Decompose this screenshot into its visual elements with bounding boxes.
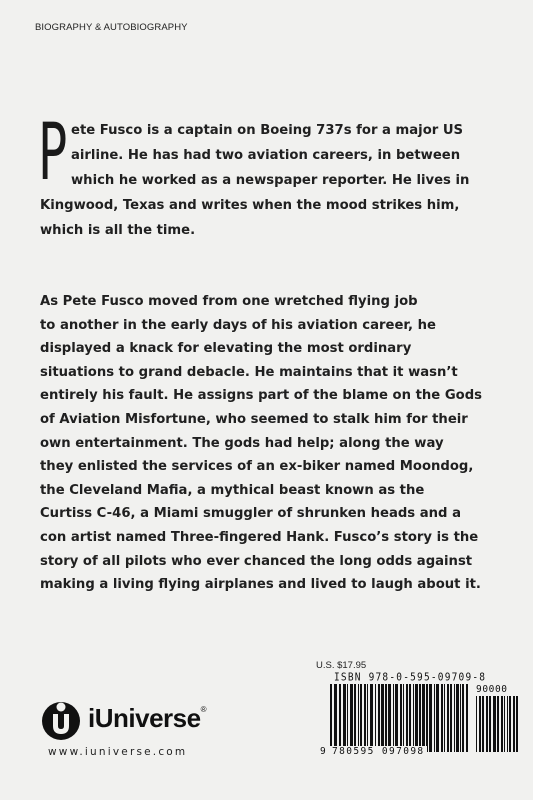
barcode-bar (347, 684, 348, 752)
blurb-line: to another in the early days of his aviation career, he (40, 317, 436, 333)
bio-line: Kingwood, Texas and writes when the mood strikes him, (40, 198, 460, 213)
barcode-bar (504, 696, 505, 752)
barcode-bar (413, 684, 414, 752)
barcode-bar (460, 684, 461, 752)
blurb-line: story of all pilots who ever chanced the long odds against (40, 553, 473, 569)
barcode-bar (330, 684, 332, 752)
blurb-line: situations to grand debacle. He maintains that it wasn’t (40, 364, 458, 380)
barcode-bar (450, 684, 452, 752)
barcode-bar (406, 684, 408, 752)
barcode-bar (476, 696, 477, 752)
barcode-bar (493, 696, 496, 752)
barcode-bar (381, 684, 384, 752)
barcode-bar (482, 696, 484, 752)
barcode-bar (370, 684, 373, 752)
barcode-bar (385, 684, 387, 752)
blurb-line: they enlisted the services of an ex-biker named Moondog, (40, 459, 474, 475)
blurb-line: displayed a knack for elevating the most ordinary (40, 341, 412, 357)
barcode-bar (489, 696, 491, 752)
barcode-bar (436, 684, 439, 752)
barcode-bar (378, 684, 380, 752)
barcode-bar (415, 684, 418, 752)
barcode-bar (434, 684, 435, 752)
barcode-bar (466, 684, 468, 752)
ean-number: 780595 097098 (332, 746, 425, 757)
barcode-bar (456, 684, 459, 752)
blurb-line: con artist named Three-fingered Hank. Fusco’s story is the (40, 529, 479, 545)
barcode-bar (343, 684, 346, 752)
barcode-bar (441, 684, 443, 752)
barcode-bar (513, 696, 515, 752)
price-label: U.S. $17.95 (316, 660, 367, 671)
barcode-bar (375, 684, 376, 752)
blurb-line: Curtiss C-46, a Miami smuggler of shrunken heads and a (40, 506, 461, 522)
barcode-bar (360, 684, 362, 752)
drop-cap: P (38, 108, 68, 198)
blurb-line: making a living flying airplanes and lived to laugh about it. (40, 577, 481, 593)
barcode-bar (358, 684, 359, 752)
barcode-bar (339, 684, 341, 752)
barcode-bar (509, 696, 511, 752)
barcode-bar (501, 696, 503, 752)
barcode-bar (388, 684, 391, 752)
barcode-bar (403, 684, 404, 752)
book-blurb (40, 290, 505, 597)
barcode-bar (395, 684, 398, 752)
barcode-bar (419, 684, 421, 752)
barcode-bar (354, 684, 356, 752)
barcode-bar (334, 684, 337, 752)
barcode-bar (444, 684, 445, 752)
barcode-bar (409, 684, 411, 752)
publisher-logo (40, 697, 240, 741)
author-bio (38, 108, 500, 243)
barcode-bar (497, 696, 499, 752)
barcode-bar (350, 684, 353, 752)
iuniverse-logo-icon (40, 699, 82, 741)
barcode-bar (400, 684, 402, 752)
barcode-bar (426, 684, 428, 752)
ean-barcode (330, 684, 468, 752)
barcode-bar (422, 684, 425, 752)
blurb-line: As Pete Fusco moved from one wretched flying job (40, 294, 418, 309)
barcode-bar (462, 684, 464, 752)
bio-line: which is all the time. (40, 223, 196, 238)
category-label: BIOGRAPHY & AUTOBIOGRAPHY (35, 22, 188, 33)
barcode-block (316, 660, 516, 765)
barcode-bar (479, 696, 481, 752)
bio-line: airline. He has had two aviation careers, in between (71, 148, 461, 163)
ean-lead-digit: 9 (320, 746, 326, 757)
blurb-line: entirely his fault. He assigns part of the blame on the Gods (40, 388, 483, 404)
barcode-bar (429, 684, 432, 752)
blurb-line: of Aviation Misfortune, who seemed to stalk him for their (40, 411, 468, 427)
barcode-bar (507, 696, 508, 752)
blurb-line: the Cleveland Mafia, a mythical beast known as the (40, 482, 425, 498)
publisher-name: iUniverse® (88, 703, 206, 733)
blurb-line: own entertainment. The gods had help; along the way (40, 435, 444, 451)
bio-line: ete Fusco is a captain on Boeing 737s for a major US (71, 123, 464, 138)
barcode-bar (447, 684, 449, 752)
barcode-bar (393, 684, 394, 752)
barcode-bar (454, 684, 455, 752)
addon-number: 90000 (476, 684, 508, 695)
barcode-bar (367, 684, 368, 752)
barcode-bar (486, 696, 488, 752)
barcode-bar (364, 684, 366, 752)
addon-barcode (476, 696, 520, 752)
bio-line: which he worked as a newspaper reporter. He lives in (71, 173, 470, 188)
barcode-bar (516, 696, 518, 752)
publisher-website: www.iuniverse.com (48, 746, 188, 758)
isbn-label: ISBN 978-0-595-09709-8 (334, 671, 487, 684)
